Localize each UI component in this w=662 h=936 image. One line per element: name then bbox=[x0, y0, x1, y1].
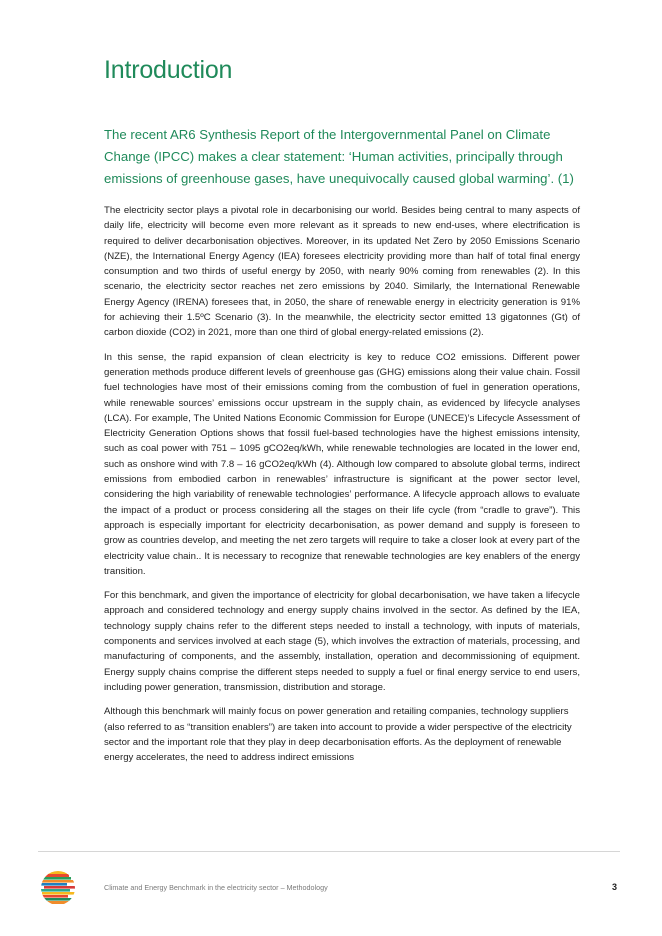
footer-text: Climate and Energy Benchmark in the electricity sector – Methodology bbox=[104, 883, 328, 892]
paragraph: In this sense, the rapid expansion of clean electricity is key to reduce CO2 emissions. Different power generation methods produce different levels of greenhouse gas (GHG) emissions along their value chain. Fossil fuel technologies have most of their emissions coming from the combustion of fuel in generation operations, while renewable sources’ emissions occur upstream in the supply chain, as evidenced by lifecycle analyses (LCA). For example, The United Nations Economic Commission for Europe (UNECE)’s Lifecycle Assessment of Electricity Generation Options shows that fossil fuel-based technologies have the highest emissions intensity, such as coal power with 751 – 1095 gCO2eq/kWh, while renewable technologies are located in the lower end, such as onshore wind with 7.8 – 16 gCO2eq/kWh (4). Although low compared to absolute global terms, indirect emissions from embodied carbon in renewables’ infrastructure is significant at the power sector level, considering the high variability of renewable technologies’ performance. A lifecycle approach allows to evaluate the impact of a product or process considering all the stages on their life cycle (from “cradle to grave”). This approach is especially important for electricity decarbonisation, as power demand and supply is foreseen to grow as countries develop, and meeting the net zero targets will require to take a closer look at every part of the electricity value chain.. It is necessary to recognize that renewable technologies are key enablers of the energy transition. bbox=[104, 351, 580, 577]
lead-quote: The recent AR6 Synthesis Report of the Intergovernmental Panel on Climate Change (IPCC) makes a clear statement: ‘Human activities, principally through emissions of greenhouse gases, have unequivocally caused global warming’. (1) bbox=[104, 127, 574, 186]
body-text bbox=[104, 203, 580, 774]
page-title: Introduction bbox=[104, 56, 233, 84]
paragraph: Although this benchmark will mainly focus on power generation and retailing companies, technology suppliers (also referred to as “transition enablers”) are taken into account to provide a wider perspective of the electricity sector and the important role that they play in deep decarbonisation efforts. As the deployment of renewable energy accelerates, the need to address indirect emissions bbox=[104, 706, 572, 764]
striped-globe-logo-icon bbox=[40, 870, 76, 906]
paragraph: For this benchmark, and given the importance of electricity for global decarbonisation, we have taken a lifecycle approach and considered technology and energy supply chains involved in the sector. As defined by the IEA, technology supply chains refer to the different steps needed to install a technology, with inputs of materials, components and services involved at each stage (5), which involves the extraction of materials, processing, and manufacturing of components, and the assembly, installation, operation and decommissioning of equipment. Energy supply chains comprise the different steps needed to supply a fuel or final energy service to end users, including power generation, transmission, distribution and storage. bbox=[104, 590, 580, 693]
paragraph: The electricity sector plays a pivotal role in decarbonising our world. Besides being central to many aspects of daily life, electricity will become even more relevant as it spreads to new end-uses, where electrification is required to deliver decarbonisation objectives. Moreover, in its updated Net Zero by 2050 Emissions Scenario (NZE), the International Energy Agency (IEA) foresees electricity providing more than half of total final energy consumption and two thirds of useful energy by 2050, with nearly 90% coming from renewables (2). In this scenario, the electricity sector reaches net zero emissions by 2040. Similarly, the International Renewable Energy Agency (IRENA) foresees that, in 2050, the share of renewable energy in electricity generation is 91% for achieving their 1.5ºC Scenario (3). In the meanwhile, the electricity sector emitted 13 gigatonnes (Gt) of carbon dioxide (CO2) in 2021, more than one third of global energy-related emissions (2). bbox=[104, 205, 580, 339]
footer-divider bbox=[38, 851, 620, 852]
page-number: 3 bbox=[612, 882, 618, 892]
